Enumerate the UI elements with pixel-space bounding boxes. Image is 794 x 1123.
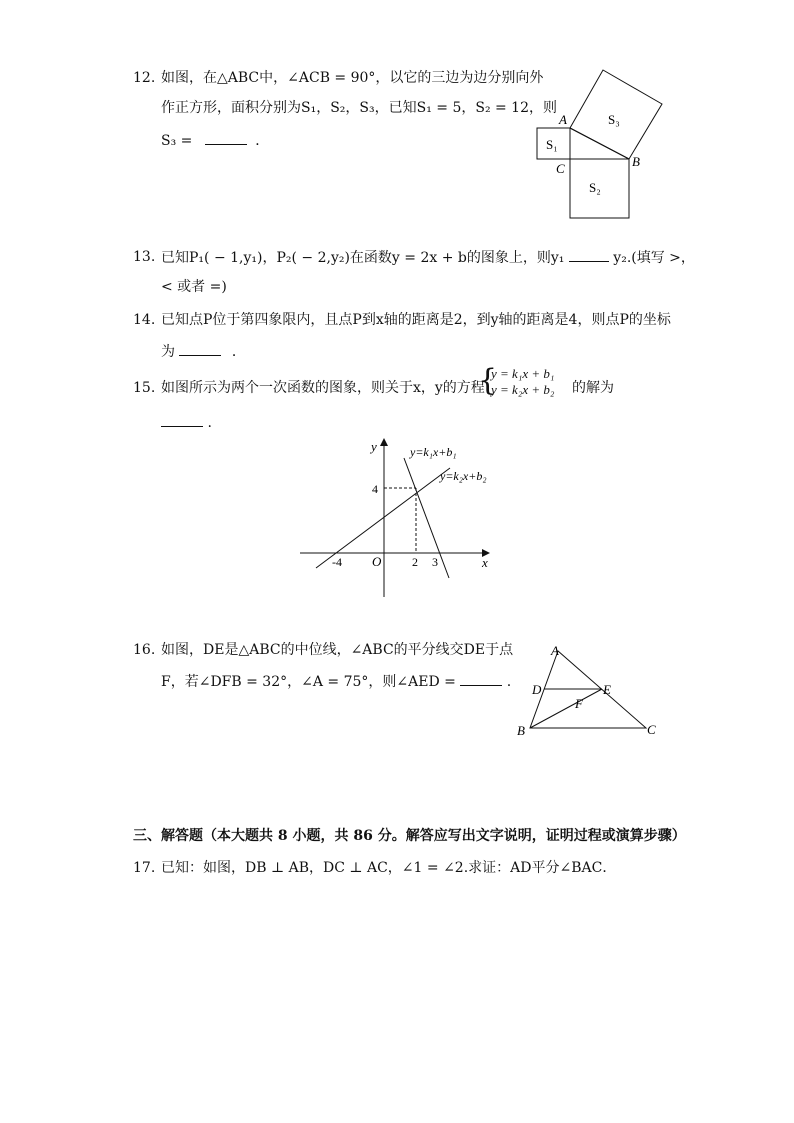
q14-number: 14. xyxy=(133,312,156,328)
q12-label-b: B xyxy=(632,154,640,169)
q12-label-a: A xyxy=(559,112,567,127)
q12-line3 xyxy=(161,130,269,151)
q16-triangle-figure xyxy=(512,640,662,742)
q15-y-axis-arrow xyxy=(380,438,388,446)
q12-line3-prefix: S₃ = xyxy=(161,133,193,149)
q13-line2: < 或者 =) xyxy=(161,279,227,295)
q15-line2 xyxy=(161,412,212,433)
section3-title: 三、解答题（本大题共 8 小题，共 86 分。解答应写出文字说明，证明过程或演算步骤） xyxy=(133,828,686,844)
q12-label-s2: S₂ xyxy=(589,180,601,195)
q15-equation-1: y = k₁x + b₁ xyxy=(491,366,555,381)
q12-number: 12. xyxy=(133,70,156,86)
q15-line2-suffix: . xyxy=(207,415,212,431)
q15-y-axis-label: y xyxy=(371,439,377,454)
q13-line1-a: 已知P₁( − 1,y₁)，P₂( − 2,y₂)在函数y = 2x + b的图象上，则y₁ xyxy=(161,250,565,266)
q15-line1-suffix: 的解为 xyxy=(572,380,614,396)
q15-tick-y4: 4 xyxy=(372,482,378,496)
q12-line3-suffix: ． xyxy=(255,133,270,149)
q15-origin-label: O xyxy=(372,554,382,569)
q16-line2-prefix: F，若∠DFB = 32°，∠A = 75°，则∠AED = xyxy=(161,674,456,690)
q15-tick-3: 3 xyxy=(432,555,438,569)
q15-tick-neg4: -4 xyxy=(332,555,342,569)
q15-number: 15. xyxy=(133,380,156,396)
q12-label-s1: S₁ xyxy=(546,137,558,152)
q14-answer-blank[interactable] xyxy=(179,341,221,356)
q15-function-graph xyxy=(298,432,498,602)
q12-squares-figure xyxy=(528,66,668,222)
q13-line1 xyxy=(161,247,695,268)
q12-hypotenuse-ab xyxy=(570,128,629,159)
q12-answer-blank[interactable] xyxy=(205,130,247,145)
q13-line1-b: y₂.(填写 >， xyxy=(613,250,695,266)
q16-label-c: C xyxy=(647,722,656,737)
q15-label-line2: y=k₂x+b₂ xyxy=(440,469,487,483)
q16-number: 16. xyxy=(133,642,156,658)
q16-label-f: F xyxy=(575,696,583,711)
q16-label-b: B xyxy=(517,723,525,738)
q12-line2: 作正方形，面积分别为S₁，S₂，S₃，已知S₁ = 5，S₂ = 12，则 xyxy=(161,100,557,116)
q16-line1: 如图，DE是△ABC的中位线，∠ABC的平分线交DE于点 xyxy=(161,642,514,658)
q16-label-a: A xyxy=(551,643,559,658)
q15-line1-prefix: 如图所示为两个一次函数的图象，则关于x，y的方程 xyxy=(161,380,485,396)
q16-line2 xyxy=(161,671,511,692)
q15-x-axis-label: x xyxy=(482,555,488,570)
q12-label-c: C xyxy=(556,161,565,176)
q12-label-s3: S₃ xyxy=(608,112,620,127)
q15-label-line1: y=k₁x+b₁ xyxy=(410,445,457,459)
q14-line2-suffix: ． xyxy=(231,344,246,360)
q12-line1: 如图，在△ABC中，∠ACB = 90°，以它的三边为边分别向外 xyxy=(161,70,544,86)
q17-line1: 已知：如图，DB ⊥ AB，DC ⊥ AC，∠1 = ∠2.求证：AD平分∠BAC． xyxy=(161,860,617,876)
q14-line1: 已知点P位于第四象限内，且点P到x轴的距离是2，到y轴的距离是4，则点P的坐标 xyxy=(161,312,671,328)
q14-line2 xyxy=(161,341,246,362)
q16-label-e: E xyxy=(603,682,611,697)
q16-answer-blank[interactable] xyxy=(460,671,502,686)
q16-line2-suffix: . xyxy=(506,674,512,690)
q15-equation-2: y = k₂x + b₂ xyxy=(491,382,555,397)
q15-tick-2: 2 xyxy=(412,555,418,569)
q13-answer-blank[interactable] xyxy=(569,247,609,262)
q14-line2-prefix: 为 xyxy=(161,344,175,360)
q16-label-d: D xyxy=(532,682,542,697)
q15-system-brace: { xyxy=(478,363,498,398)
q17-number: 17. xyxy=(133,860,156,876)
q13-number: 13. xyxy=(133,249,156,265)
q15-answer-blank[interactable] xyxy=(161,412,203,427)
